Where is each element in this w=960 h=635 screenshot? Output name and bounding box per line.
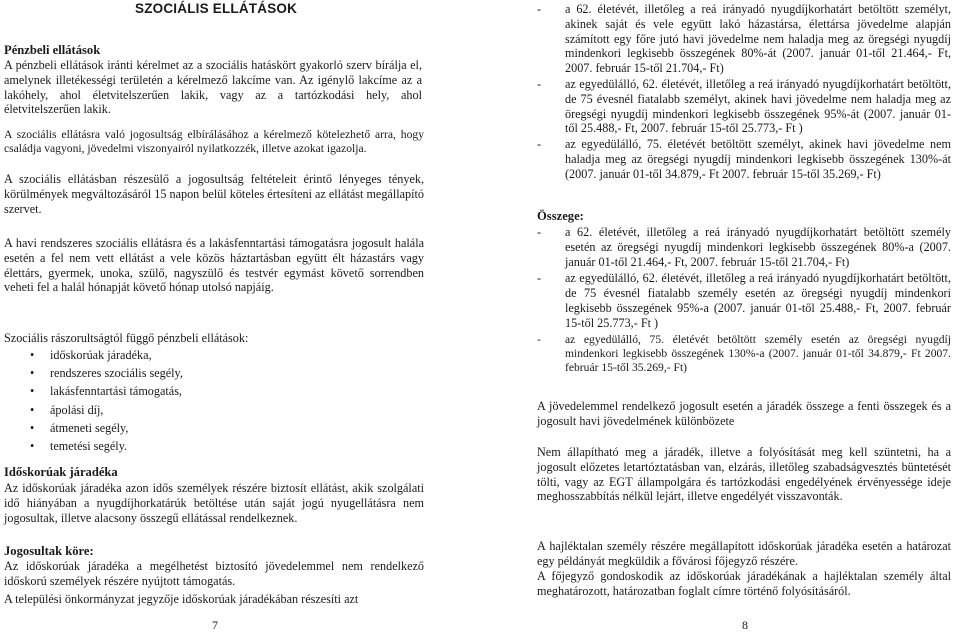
section-heading-osszege: Összege: xyxy=(537,209,584,223)
osszeg-egyedulallo-75: az egyedülálló, 75. életévét betöltött személy esetén az öregségi nyugdíj mindenkori legkisebb összegének 130%-a (2007. január 01-től 34.879,- Ft 2007. február 15-től 35.269,- Ft) xyxy=(565,332,951,374)
page-number-left: 7 xyxy=(212,618,218,632)
osszeg-62: a 62. életévét, illetőleg a reá irányadó nyugdíjkorhatárt betöltött személy esetén az öregségi nyugdíj mindenkori legkisebb összegének 80%-a (2007. január 01-től 21.464,- Ft, 2007. február 15-től 21.704,- Ft) xyxy=(565,225,951,269)
paragraph-valtozas: A szociális ellátásban részesülő a jogosultság feltételeit érintő lényeges tények, körülmények megváltozásáról 15 napon belül köteles értesíteni az ellátást megállapító szervet. xyxy=(4,172,424,216)
ellatasok-list xyxy=(4,346,350,455)
list-item: • ápolási díj, xyxy=(50,401,350,419)
list-item: - a 62. életévét, illetőleg a reá irányadó nyugdíjkorhatárt betöltött személyt, akinek saját és vele együtt lakó házastársa, élettársa jövedelme alapján számított egy főre jutó havi jövedelme nem haladja meg az öregségi nyugdíj mindenkori legkisebb összegének 80%-át (2007. január 01-től 21.464,- Ft, 2007. február 15-től 21.704,- Ft) xyxy=(537,2,951,76)
paragraph-fojegyzo: A főjegyző gondoskodik az időskorúak járadékának a hajléktalan személy által meghatározott, határozatban foglalt címre történő folyósításáról. xyxy=(537,569,951,598)
paragraph-hajlektalan: A hajléktalan személy részére megállapított időskorúak járadéka esetén a határozat egy példányát megküldik a fővárosi főjegyző részére. xyxy=(537,539,951,568)
paragraph-jogosultsag: A szociális ellátásra való jogosultság elbírálásához a kérelmező kötelezhető arra, hogy családja vagyoni, jövedelmi viszonyairól nyilatkozzék, illetve azokat igazolja. xyxy=(4,128,424,155)
list-item: - a 62. életévét, illetőleg a reá irányadó nyugdíjkorhatárt betöltött személy esetén az öregségi nyugdíj mindenkori legkisebb összegének 80%-a (2007. január 01-től 21.464,- Ft, 2007. február 15-től 21.704,- Ft) xyxy=(537,225,951,269)
list-item: • időskorúak járadéka, xyxy=(50,346,350,364)
osszeg-egyedulallo-62: az egyedülálló, 62. életévét, illetőleg a reá irányadó nyugdíjkorhatárt betöltött, de 75 évesnél fiatalabb személy esetén az öregségi nyugdíj mindenkori legkisebb összegének 95%-a (2007. január 01-től 25.488,- Ft, 2007. február 15-től 25.773,- Ft ) xyxy=(565,271,951,330)
list-item: - az egyedülálló, 75. életévét betöltött személy esetén az öregségi nyugdíj mindenkori legkisebb összegének 130%-a (2007. január 01-től 34.879,- Ft 2007. február 15-től 35.269,- Ft) xyxy=(537,332,951,374)
list-item: • rendszeres szociális segély, xyxy=(50,364,350,382)
paragraph-jegyzo: A települési önkormányzat jegyzője időskorúak járadékában részesíti azt xyxy=(4,592,359,606)
jogosultak-label: Jogosultak köre: xyxy=(4,544,94,558)
jogosult-egyedulallo-75: az egyedülálló, 75. életévét betöltött személyt, akinek havi jövedelme nem haladja meg az öregségi nyugdíj mindenkori legkisebb összegének 130%-át (2007. január 01-től 34.879,- Ft 2007. február 15-től 35.269,- Ft) xyxy=(565,137,951,181)
paragraph-kulonbozet: A jövedelemmel rendelkező jogosult esetén a járadék összege a fenti összegek és a jogosult havi jövedelmének különbözete xyxy=(537,399,951,428)
document-title: SZOCIÁLIS ELLÁTÁSOK xyxy=(135,1,298,16)
section-heading-idoskoruak: Időskorúak járadéka xyxy=(4,465,118,479)
jogosult-62: a 62. életévét, illetőleg a reá irányadó nyugdíjkorhatárt betöltött személyt, akinek saját és vele együtt lakó házastársa, élettársa jövedelme alapján számított egy főre jutó havi jövedelme nem haladja meg az öregségi nyugdíj mindenkori legkisebb összegének 80%-át (2007. január 01-től 21.464,- Ft, 2007. február 15-től 21.704,- Ft) xyxy=(565,2,951,76)
jogosultak-list xyxy=(537,2,951,182)
page-number-right: 8 xyxy=(742,618,748,632)
list-intro: Szociális rászorultságtól függő pénzbeli ellátások: xyxy=(4,331,249,345)
penzbeli-section xyxy=(4,43,422,117)
jogosult-egyedulallo-62: az egyedülálló, 62. életévét, illetőleg a reá irányadó nyugdíjkorhatárt betöltött, de 75 évesnél fiatalabb személyt, akinek havi jövedelme nem haladja meg az öregségi nyugdíj mindenkori legkisebb összegének 95%-át (2007. január 01-től 25.488,- Ft, 2007. február 15-től 25.773,- Ft ) xyxy=(565,76,951,136)
list-item: - az egyedülálló, 75. életévét betöltött személyt, akinek havi jövedelme nem haladja meg az öregségi nyugdíj mindenkori legkisebb összegének 130%-át (2007. január 01-től 34.879,- Ft 2007. február 15-től 35.269,- Ft) xyxy=(537,137,951,181)
osszege-list xyxy=(537,225,951,375)
section-heading-penzbeli: Pénzbeli ellátások xyxy=(4,43,101,57)
list-item: • temetési segély. xyxy=(50,437,350,455)
list-item: • lakásfenntartási támogatás, xyxy=(50,382,350,400)
right-page xyxy=(480,0,960,635)
list-item: - az egyedülálló, 62. életévét, illetőleg a reá irányadó nyugdíjkorhatárt betöltött, de 75 évesnél fiatalabb személyt, akinek havi jövedelme nem haladja meg az öregségi nyugdíj mindenkori legkisebb összegének 95%-át (2007. január 01-től 25.488,- Ft, 2007. február 15-től 25.773,- Ft ) xyxy=(537,76,951,136)
paragraph-megszuntetes: Nem állapítható meg a járadék, illetve a folyósítását meg kell szüntetni, ha a jogosult előzetes letartóztatásban van, elzárás, illetőleg szabadságvesztés büntetését tölti, vagy az EGT állampolgára és tartózkodási engedélyének érvényessége ideje meghosszabbítás nélkül lejárt, illetve engedélyét visszavonták. xyxy=(537,445,951,504)
section-heading-jogosultak xyxy=(4,544,94,559)
list-item: • átmeneti segély, xyxy=(50,419,350,437)
paragraph-kerelem: A pénzbeli ellátások iránti kérelmet az a szociális hatáskört gyakorló szerv bírálja el, amelynek illetékességi területén a kérelmező lakcíme van. Az igénylő lakcíme az a lakóhely, ahol életvitelszerűen lakik, vagy az a tartózkodási hely, ahol életvitelszerűen lakik. xyxy=(4,58,422,117)
paragraph-halal: A havi rendszeres szociális ellátásra és a lakásfenntartási támogatásra jogosult halála esetén a fel nem vett ellátást a vele közös háztartásban együtt élt házastárs vagy élettárs, gyermek, unoka, szülő, nagyszülő és testvér egymást követő sorrendben veheti fel a halál hónapját követő hónap utolsó napjáig. xyxy=(4,236,424,295)
paragraph-jogosultak: Az időskorúak járadéka a megélhetést biztosító jövedelemmel nem rendelkező időskorú személyek részére nyújtott támogatás. xyxy=(4,559,424,588)
list-item: - az egyedülálló, 62. életévét, illetőleg a reá irányadó nyugdíjkorhatárt betöltött, de 75 évesnél fiatalabb személy esetén az öregségi nyugdíj mindenkori legkisebb összegének 95%-a (2007. január 01-től 25.488,- Ft, 2007. február 15-től 25.773,- Ft ) xyxy=(537,271,951,330)
paragraph-idoskoruak: Az időskorúak járadéka azon idős személyek részére biztosít ellátást, akik szolgálati idő hiányában a nyugdíjhorkatárúk betöltése után saját jogú nyugellátásra nem jogosultak, illetve alacsony összegű ellátással rendelkeznek. xyxy=(4,481,424,525)
